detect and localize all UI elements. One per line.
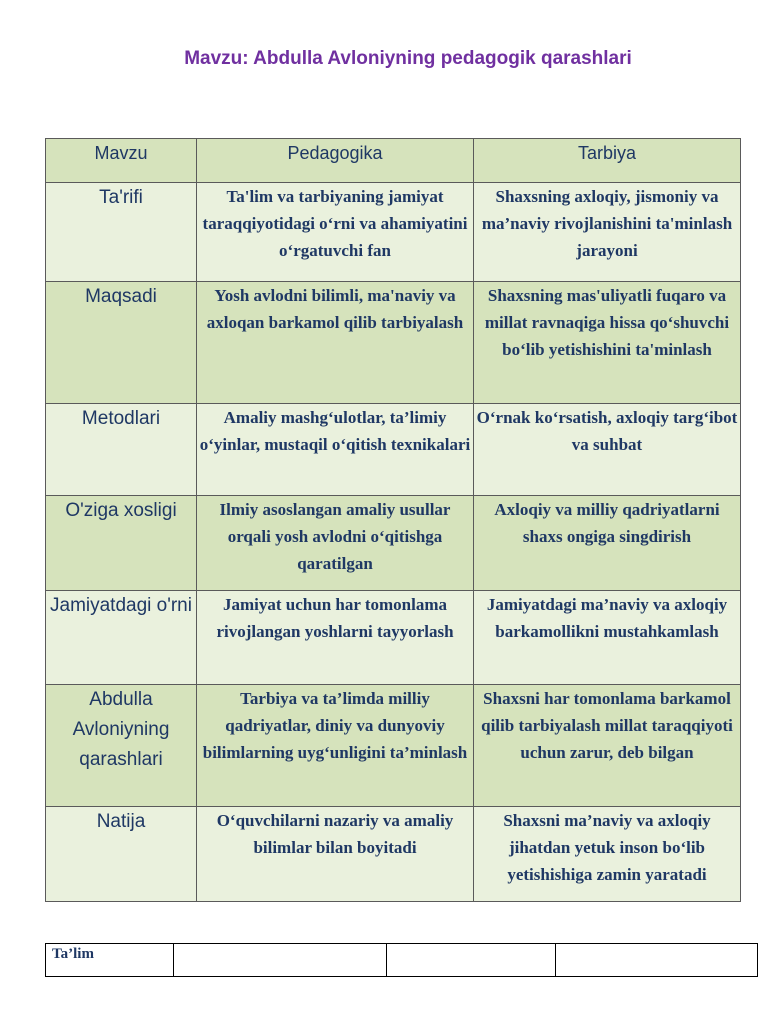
tarbiya-cell: Shaxsni ma’naviy va axloqiy jihatdan yetuk inson bo‘lib yetishishiga zamin yaratadi [474,807,741,902]
table-cell: Ta’lim [46,944,174,977]
pedagogika-cell: Ta'lim va tarbiyaning jamiyat taraqqiyotidagi o‘rni va ahamiyatini o‘rgatuvchi fan [197,183,474,282]
tarbiya-cell: Shaxsni har tomonlama barkamol qilib tarbiyalash millat taraqqiyoti uchun zarur, deb bilgan [474,685,741,807]
row-label: Abdulla Avloniyning qarashlari [46,685,197,807]
row-label: Natija [46,807,197,902]
tarbiya-cell: Jamiyatdagi ma’naviy va axloqiy barkamollikni mustahkamlash [474,591,741,685]
row-label: Metodlari [46,404,197,496]
header-pedagogika: Pedagogika [197,139,474,183]
row-label: O'ziga xosligi [46,496,197,591]
table-row [46,183,741,282]
table-cell [174,944,387,977]
table-row [46,944,758,977]
table-header-row [46,139,741,183]
table-row [46,496,741,591]
header-tarbiya: Tarbiya [474,139,741,183]
pedagogika-cell: Yosh avlodni bilimli, ma'naviy va axloqan barkamol qilib tarbiyalash [197,282,474,404]
row-label: Ta'rifi [46,183,197,282]
page-title: Mavzu: Abdulla Avloniyning pedagogik qarashlari [184,48,632,69]
pedagogika-cell: Amaliy mashg‘ulotlar, ta’limiy o‘yinlar, mustaqil o‘qitish texnikalari [197,404,474,496]
row-label: Maqsadi [46,282,197,404]
table-row [46,685,741,807]
secondary-table [45,943,758,977]
tarbiya-cell: O‘rnak ko‘rsatish, axloqiy targ‘ibot va suhbat [474,404,741,496]
row-label: Jamiyatdagi o'rni [46,591,197,685]
table-cell [387,944,556,977]
pedagogika-cell: Ilmiy asoslangan amaliy usullar orqali yosh avlodni o‘qitishga qaratilgan [197,496,474,591]
table-row [46,807,741,902]
table-cell [556,944,758,977]
tarbiya-cell: Shaxsning mas'uliyatli fuqaro va millat ravnaqiga hissa qo‘shuvchi bo‘lib yetishishini ta'minlash [474,282,741,404]
tarbiya-cell: Shaxsning axloqiy, jismoniy va ma’naviy rivojlanishini ta'minlash jarayoni [474,183,741,282]
header-mavzu: Mavzu [46,139,197,183]
table-row [46,404,741,496]
table-row [46,591,741,685]
pedagogika-cell: Tarbiya va ta’limda milliy qadriyatlar, diniy va dunyoviy bilimlarning uyg‘unligini ta’minlash [197,685,474,807]
comparison-table [45,138,741,902]
pedagogika-cell: O‘quvchilarni nazariy va amaliy bilimlar bilan boyitadi [197,807,474,902]
table-row [46,282,741,404]
pedagogika-cell: Jamiyat uchun har tomonlama rivojlangan yoshlarni tayyorlash [197,591,474,685]
tarbiya-cell: Axloqiy va milliy qadriyatlarni shaxs ongiga singdirish [474,496,741,591]
